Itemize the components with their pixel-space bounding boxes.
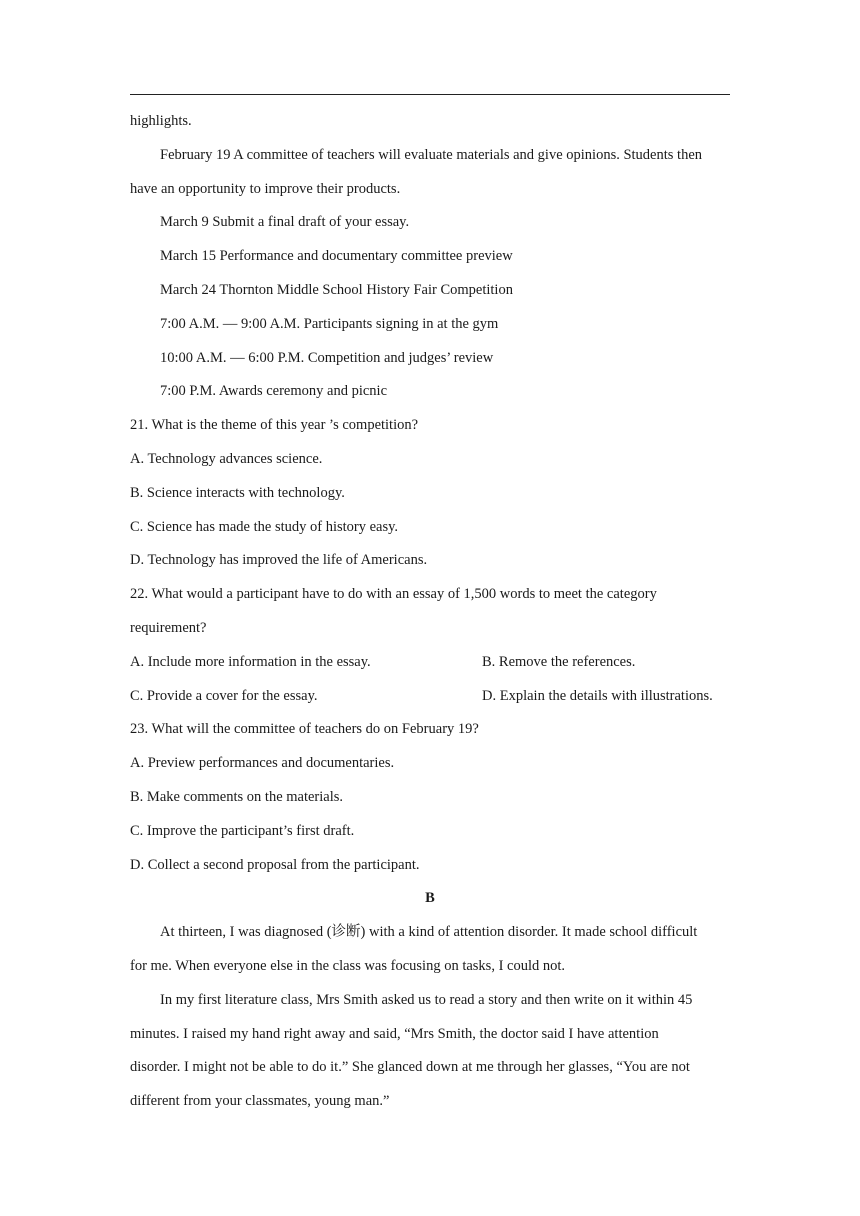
schedule-feb19-line2: have an opportunity to improve their products. bbox=[130, 180, 401, 197]
question-22-options-row2 bbox=[130, 680, 730, 714]
passage-b-p2-line2: minutes. I raised my hand right away and said, “Mrs Smith, the doctor said I have attention bbox=[130, 1025, 659, 1042]
header-rule bbox=[130, 94, 730, 95]
question-22-options-row1 bbox=[130, 646, 730, 680]
page-content bbox=[130, 105, 730, 1119]
question-21-option-b: B. Science interacts with technology. bbox=[130, 484, 345, 501]
schedule-mar24: March 24 Thornton Middle School History Fair Competition bbox=[160, 281, 513, 298]
schedule-continued-text: highlights. bbox=[130, 113, 192, 129]
schedule-mar9: March 9 Submit a final draft of your essay. bbox=[160, 214, 410, 231]
question-23-stem: 23. What will the committee of teachers do on February 19? bbox=[130, 721, 479, 738]
question-22-option-d: D. Explain the details with illustrations. bbox=[482, 687, 713, 704]
question-22-stem-line1: 22. What would a participant have to do with an essay of 1,500 words to meet the category bbox=[130, 586, 657, 603]
passage-b-p2-line1: In my first literature class, Mrs Smith asked us to read a story and then write on it within 45 bbox=[160, 991, 693, 1008]
question-22-option-c: C. Provide a cover for the essay. bbox=[130, 687, 318, 704]
question-22-option-b: B. Remove the references. bbox=[482, 653, 636, 670]
schedule-time-competition: 10:00 A.M. — 6:00 P.M. Competition and judges’ review bbox=[160, 349, 494, 366]
passage-b-p1-line2: for me. When everyone else in the class was focusing on tasks, I could not. bbox=[130, 957, 566, 974]
question-23-option-a: A. Preview performances and documentaries. bbox=[130, 755, 395, 772]
schedule-feb19-line1: February 19 A committee of teachers will evaluate materials and give opinions. Students then bbox=[160, 146, 703, 163]
question-22-option-a: A. Include more information in the essay. bbox=[130, 653, 371, 670]
question-21-stem: 21. What is the theme of this year ’s competition? bbox=[130, 417, 419, 434]
question-21-option-c: C. Science has made the study of history easy. bbox=[130, 518, 399, 535]
question-23-option-c: C. Improve the participant’s first draft. bbox=[130, 822, 355, 839]
question-23-option-d: D. Collect a second proposal from the participant. bbox=[130, 856, 420, 873]
passage-b-title: B bbox=[425, 890, 435, 907]
question-21-option-d: D. Technology has improved the life of Americans. bbox=[130, 552, 428, 569]
schedule-mar15: March 15 Performance and documentary committee preview bbox=[160, 248, 513, 265]
schedule-time-awards: 7:00 P.M. Awards ceremony and picnic bbox=[160, 383, 388, 400]
schedule-time-signin: 7:00 A.M. — 9:00 A.M. Participants signing in at the gym bbox=[160, 315, 499, 332]
question-21-option-a: A. Technology advances science. bbox=[130, 450, 323, 467]
passage-b-p1-line1: At thirteen, I was diagnosed (诊断) with a kind of attention disorder. It made school difficult bbox=[160, 924, 698, 941]
passage-b-p2-line3: disorder. I might not be able to do it.” She glanced down at me through her glasses, “You are not bbox=[130, 1059, 690, 1076]
question-22-stem-line2: requirement? bbox=[130, 619, 207, 636]
question-23-option-b: B. Make comments on the materials. bbox=[130, 788, 344, 805]
passage-b-p2-line4: different from your classmates, young man.” bbox=[130, 1093, 390, 1110]
